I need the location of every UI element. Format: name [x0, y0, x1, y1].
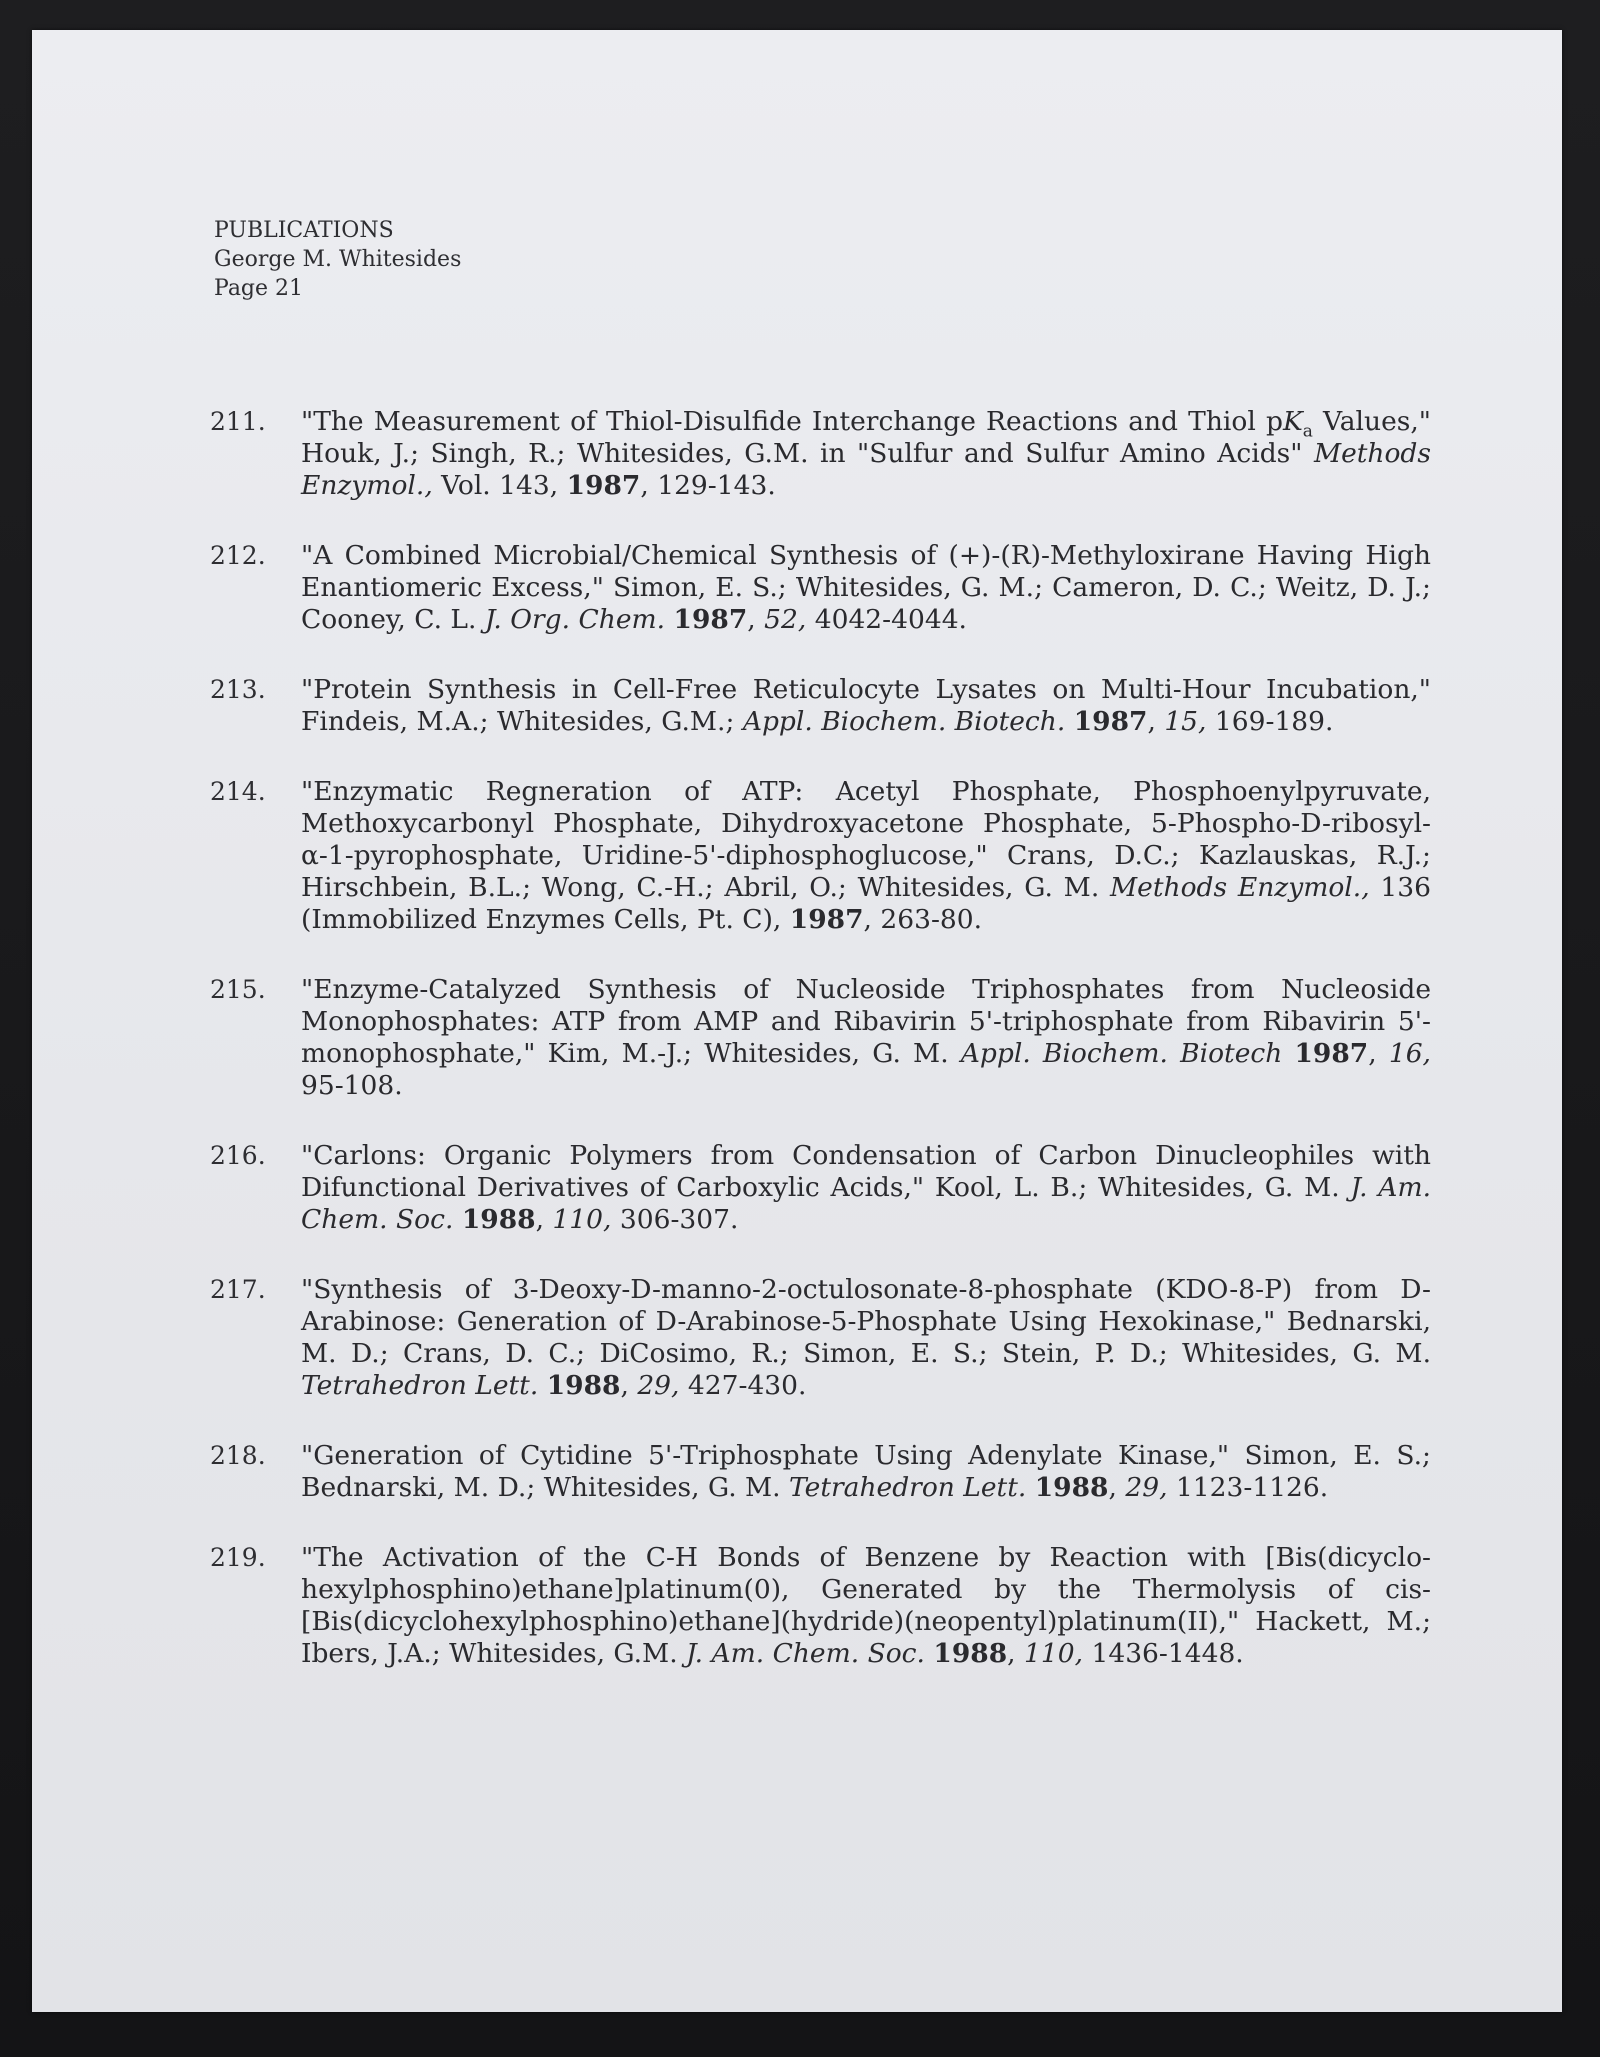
entry-citation: "The Activation of the C-H Bonds of Benzene by Reaction with [Bis(dicyclo-hexylphosphino)ethane]platinum(0), Generated by the Thermolysis of cis-[Bis(dicyclohexylphosphino)ethane](hydride)(neopentyl)platinum(II)," Hackett, M.; Ibers, J.A.; Whitesides, G.M. J. Am. Chem. Soc. 1988, 110, 1436-1448.: [301, 1542, 1431, 1669]
entry-citation: "Carlons: Organic Polymers from Condensation of Carbon Dinucleophiles with Difunctional Derivatives of Carboxylic Acids," Kool, L. B.; Whitesides, G. M. J. Am. Chem. Soc. 1988, 110, 306-307.: [301, 1140, 1431, 1235]
journal-name: Methods Enzymol.,: [1110, 872, 1370, 903]
pub-year: 1988: [461, 1204, 536, 1235]
entry-citation: "Enzyme-Catalyzed Synthesis of Nucleoside Triphosphates from Nucleoside Monophosphates: ATP from AMP and Ribavirin 5'-triphosphate from Ribavirin 5'-monophosphate," Kim, M.-J.; Whitesides, G. M. Appl. Biochem. Biotech 1987, 16, 95-108.: [301, 974, 1431, 1101]
pub-year: 1988: [1034, 1472, 1109, 1503]
citation-text: "The Measurement of Thiol-Disulfide Interchange Reactions and Thiol p: [301, 406, 1283, 437]
publication-entry-217: [210, 1274, 1480, 1402]
header-author: George M. Whitesides: [214, 247, 462, 272]
journal-name: Appl. Biochem. Biotech.: [742, 706, 1066, 737]
journal-name: Methods Enzymol.,: [301, 438, 1431, 501]
publication-entry-214: [210, 776, 1480, 936]
volume-info: Vol. 143,: [432, 470, 567, 501]
page-range: , 263-80.: [863, 904, 983, 935]
citation-text: "Generation of Cytidine 5'-Triphosphate Using Adenylate Kinase," Simon, E. S.; Bednarski, M. D.; Whitesides, G. M.: [301, 1440, 1431, 1503]
document-page: [32, 30, 1562, 2012]
entry-citation: [301, 776, 1431, 936]
volume-number: 29,: [637, 1370, 680, 1401]
citation-text: "The Activation of the C-H Bonds of Benzene by Reaction with [Bis(dicyclo-hexylphosphino)ethane]platinum(0), Generated by the Thermolysis of cis-[Bis(dicyclohexylphosphino)ethane](hydride)(neopentyl)platinum(II)," Hackett, M.; Ibers, J.A.; Whitesides, G.M.: [301, 1542, 1431, 1669]
pub-year: 1987: [789, 904, 864, 935]
pub-year: 1987: [1294, 1038, 1369, 1069]
entry-citation: "Synthesis of 3-Deoxy-D-manno-2-octulosonate-8-phosphate (KDO-8-P) from D-Arabinose: Generation of D-Arabinose-5-Phosphate Using Hexokinase," Bednarski, M. D.; Crans, D. C.; DiCosimo, R.; Simon, E. S.; Stein, P. D.; Whitesides, G. M. Tetrahedron Lett. 1988, 29, 427-430.: [301, 1274, 1431, 1401]
publication-list: [210, 406, 1480, 1708]
publication-entry-211: [210, 406, 1480, 502]
publication-entry-213: [210, 674, 1480, 738]
publication-entry-219: [210, 1542, 1480, 1670]
citation-text: "Carlons: Organic Polymers from Condensation of Carbon Dinucleophiles with Difunctional Derivatives of Carboxylic Acids," Kool, L. B.; Whitesides, G. M.: [301, 1140, 1431, 1203]
volume-number: 52,: [764, 604, 807, 635]
page-header: [214, 216, 461, 303]
entry-number: 217.: [210, 1275, 266, 1304]
entry-number: 219.: [210, 1543, 266, 1572]
pka-subscript: a: [1302, 421, 1313, 442]
journal-name: J. Am. Chem. Soc.: [301, 1172, 1431, 1235]
header-title: PUBLICATIONS: [214, 218, 394, 243]
publication-entry-212: [210, 540, 1480, 636]
entry-number: 212.: [210, 541, 266, 570]
volume-number: 15,: [1164, 706, 1207, 737]
citation-text-cont: Values," Houk, J.; Singh, R.; Whitesides, G.M. in "Sulfur and Sulfur Amino Acids": [301, 406, 1431, 469]
citation-text: "Protein Synthesis in Cell-Free Reticulocyte Lysates on Multi-Hour Incubation," Findeis, M.A.; Whitesides, G.M.;: [301, 674, 1431, 737]
volume-number: 29,: [1125, 1472, 1168, 1503]
page-range: 306-307.: [619, 1204, 739, 1235]
page-range: , 129-143.: [640, 470, 776, 501]
volume-number: 110,: [1024, 1638, 1084, 1669]
citation-text: "Synthesis of 3-Deoxy-D-manno-2-octulosonate-8-phosphate (KDO-8-P) from D-Arabinose: Generation of D-Arabinose-5-Phosphate Using Hexokinase," Bednarski, M. D.; Crans, D. C.; DiCosimo, R.; Simon, E. S.; Stein, P. D.; Whitesides, G. M.: [301, 1274, 1431, 1369]
publication-entry-215: [210, 974, 1480, 1102]
journal-name: Tetrahedron Lett.: [301, 1370, 539, 1401]
citation-text: "Enzymatic Regneration of ATP: Acetyl Phosphate, Phosphoenylpyruvate, Methoxycarbonyl Phosphate, Dihydroxyacetone Phosphate, 5-Phospho-D-ribosyl-α-1-pyrophosphate, Uridine-5'-diphosphoglucose," Crans, D.C.; Kazlauskas, R.J.; Hirschbein, B.L.; Wong, C.-H.; Abril, O.; Whitesides, G. M.: [301, 776, 1431, 903]
entry-number: 216.: [210, 1141, 266, 1170]
entry-number: 211.: [210, 407, 266, 436]
page-range: 95-108.: [301, 1070, 403, 1101]
pub-year: 1987: [566, 470, 641, 501]
journal-name: Tetrahedron Lett.: [789, 1472, 1027, 1503]
journal-name: J. Org. Chem.: [484, 604, 666, 635]
citation-text: "A Combined Microbial/Chemical Synthesis of (+)-(R)-Methyloxirane Having High Enantiomeric Excess," Simon, E. S.; Whitesides, G. M.; Cameron, D. C.; Weitz, D. J.; Cooney, C. L.: [301, 540, 1431, 635]
citation-text: "Enzyme-Catalyzed Synthesis of Nucleoside Triphosphates from Nucleoside Monophosphates: ATP from AMP and Ribavirin 5'-triphosphate from Ribavirin 5'-monophosphate," Kim, M.-J.; Whitesides, G. M.: [301, 974, 1431, 1069]
page-range: 1123-1126.: [1175, 1472, 1329, 1503]
entry-number: 215.: [210, 975, 266, 1004]
volume-info: 136 (Immobilized Enzymes Cells, Pt. C),: [301, 872, 1431, 935]
page-range: 427-430.: [687, 1370, 807, 1401]
publication-entry-216: [210, 1140, 1480, 1236]
page-range: 1436-1448.: [1091, 1638, 1244, 1669]
header-page-number: Page 21: [214, 276, 304, 301]
page-range: 169-189.: [1214, 706, 1334, 737]
volume-number: 16,: [1388, 1038, 1431, 1069]
volume-number: 110,: [552, 1204, 612, 1235]
pub-year: 1988: [546, 1370, 621, 1401]
pub-year: 1987: [1073, 706, 1148, 737]
entry-citation: "Generation of Cytidine 5'-Triphosphate Using Adenylate Kinase," Simon, E. S.; Bednarski, M. D.; Whitesides, G. M. Tetrahedron Lett. 1988, 29, 1123-1126.: [301, 1440, 1431, 1503]
journal-name: J. Am. Chem. Soc.: [686, 1638, 925, 1669]
pka-symbol: K: [1282, 406, 1303, 437]
entry-citation: "A Combined Microbial/Chemical Synthesis of (+)-(R)-Methyloxirane Having High Enantiomeric Excess," Simon, E. S.; Whitesides, G. M.; Cameron, D. C.; Weitz, D. J.; Cooney, C. L. J. Org. Chem. 1987, 52, 4042-4044.: [301, 540, 1431, 635]
entry-number: 218.: [210, 1441, 266, 1470]
publication-entry-218: [210, 1440, 1480, 1504]
pub-year: 1987: [673, 604, 748, 635]
pub-year: 1988: [933, 1638, 1008, 1669]
entry-citation: "Protein Synthesis in Cell-Free Reticulocyte Lysates on Multi-Hour Incubation," Findeis, M.A.; Whitesides, G.M.; Appl. Biochem. Biotech. 1987, 15, 169-189.: [301, 674, 1431, 737]
entry-number: 213.: [210, 675, 266, 704]
entry-citation: [301, 406, 1431, 502]
journal-name: Appl. Biochem. Biotech: [960, 1038, 1283, 1069]
entry-number: 214.: [210, 777, 266, 806]
page-range: 4042-4044.: [814, 604, 967, 635]
